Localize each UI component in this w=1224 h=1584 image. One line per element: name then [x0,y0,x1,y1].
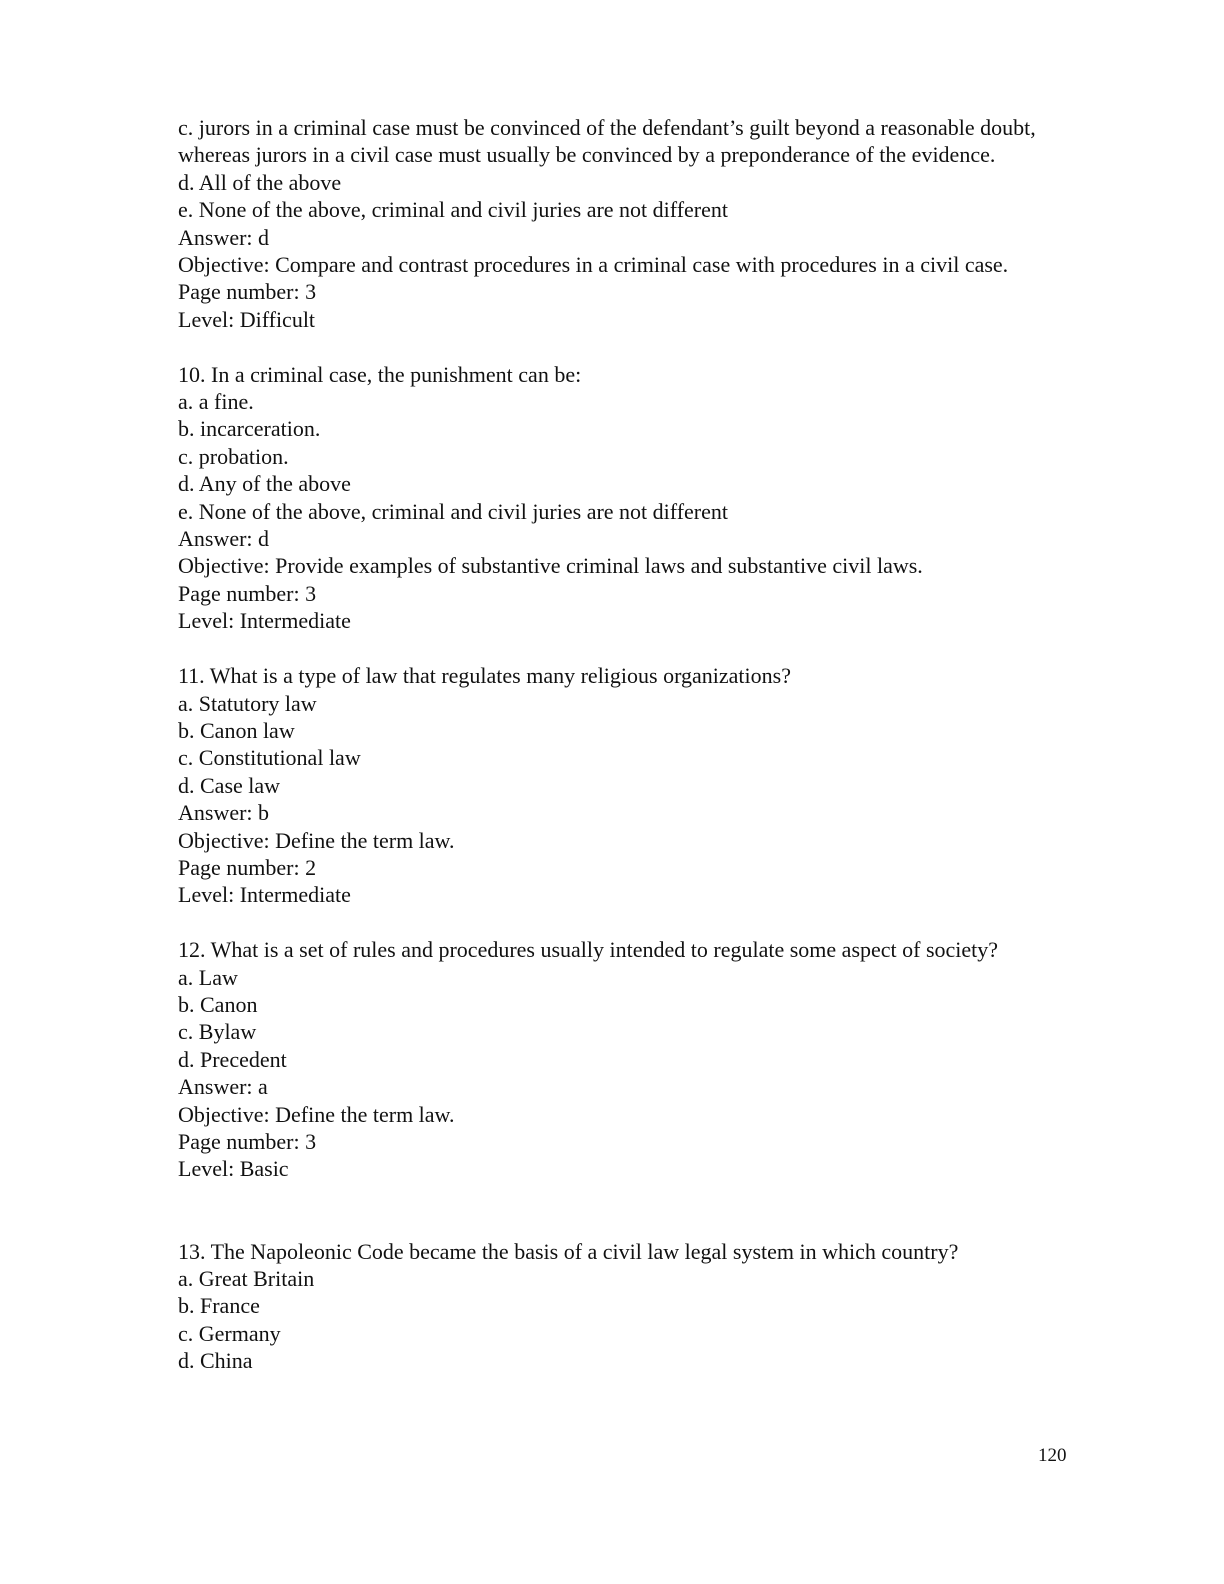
question-10 [178,361,1078,635]
objective: Objective: Define the term law. [178,827,455,853]
spacer [178,909,1078,936]
answer-option-b: b. incarceration. [178,416,321,442]
difficulty-level: Level: Intermediate [178,882,351,908]
spacer [178,635,1078,662]
question-stem: 13. The Napoleonic Code became the basis of a civil law legal system in which country? [178,1238,959,1264]
question-13 [178,1238,1078,1375]
objective: Objective: Define the term law. [178,1101,455,1127]
page-number-reference: Page number: 2 [178,854,317,880]
answer-option-e: e. None of the above, criminal and civil juries are not different [178,498,728,524]
question-stem: 11. What is a type of law that regulates many religious organizations? [178,663,791,689]
answer-option-b: b. Canon [178,991,258,1017]
question-12 [178,936,1078,1183]
answer-option-c: c. Constitutional law [178,745,361,771]
answer-option-d: d. Precedent [178,1046,287,1072]
page-number-reference: Page number: 3 [178,1128,317,1154]
answer-key: Answer: a [178,1074,268,1100]
page-number: 120 [1038,1445,1067,1466]
document-body [178,114,1078,1375]
answer-key: Answer: d [178,526,270,552]
answer-option-c: c. Germany [178,1320,281,1346]
difficulty-level: Level: Basic [178,1156,289,1182]
answer-option-c: c. jurors in a criminal case must be convinced of the defendant’s guilt beyond a reasonable doubt, whereas jurors in a civil case must usually be convinced by a preponderance of the evidence. [178,115,1036,168]
spacer [178,333,1078,360]
question-11 [178,662,1078,909]
difficulty-level: Level: Difficult [178,306,316,332]
page-number-reference: Page number: 3 [178,279,317,305]
page-number-reference: Page number: 3 [178,580,317,606]
answer-option-d: d. All of the above [178,169,342,195]
answer-key: Answer: b [178,800,270,826]
question-9-continuation [178,114,1078,333]
answer-option-d: d. China [178,1348,253,1374]
answer-option-e: e. None of the above, criminal and civil juries are not different [178,197,728,223]
answer-option-a: a. Statutory law [178,690,317,716]
difficulty-level: Level: Intermediate [178,608,351,634]
objective: Objective: Provide examples of substantive criminal laws and substantive civil laws. [178,553,923,579]
answer-option-a: a. Law [178,964,238,990]
answer-key: Answer: d [178,224,270,250]
answer-option-c: c. Bylaw [178,1019,257,1045]
answer-option-a: a. Great Britain [178,1266,315,1291]
answer-option-d: d. Any of the above [178,471,351,497]
answer-option-d: d. Case law [178,772,281,798]
spacer [178,1183,1078,1238]
answer-option-b: b. France [178,1293,260,1319]
objective: Objective: Compare and contrast procedures in a criminal case with procedures in a civil case. [178,252,1009,278]
answer-option-c: c. probation. [178,443,289,469]
answer-option-a: a. a fine. [178,389,254,415]
question-stem: 10. In a criminal case, the punishment can be: [178,361,582,387]
question-stem: 12. What is a set of rules and procedures usually intended to regulate some aspect of society? [178,937,999,963]
answer-option-b: b. Canon law [178,717,295,743]
